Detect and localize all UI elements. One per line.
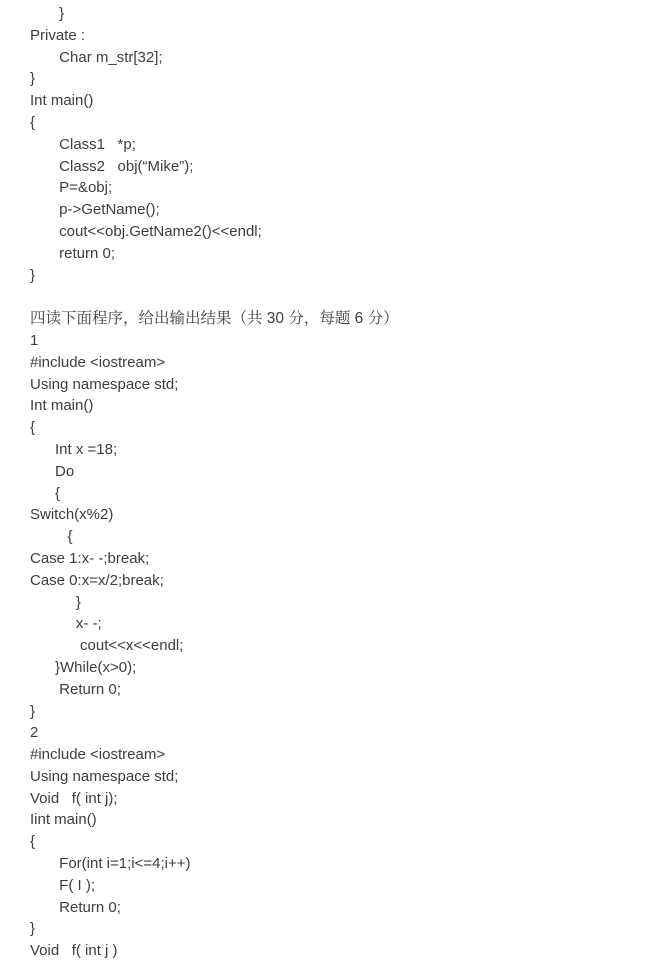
code-line: For(int i=1;i<=4;i++)	[30, 855, 191, 873]
code-line: Class2 obj(“Mike”);	[30, 157, 194, 175]
code-line: #include <iostream>	[30, 746, 166, 764]
code-line: Switch(x%2)	[30, 506, 114, 524]
code-line: {	[30, 528, 73, 546]
code-line: cout<<x<<endl;	[30, 637, 184, 655]
code-line: }	[30, 266, 36, 284]
code-line: Private :	[30, 26, 86, 44]
code-line: cout<<obj.GetName2()<<endl;	[30, 222, 262, 240]
section-heading: 四读下面程序，给出输出结果（共 30 分，每题 6 分）	[30, 310, 399, 328]
code-line: Return 0;	[30, 680, 121, 698]
code-line: {	[30, 419, 36, 437]
code-line: Int main()	[30, 92, 94, 110]
program-number: 1	[30, 331, 39, 349]
code-line: }While(x>0);	[30, 658, 137, 676]
code-line: }	[30, 593, 81, 611]
code-line: P=&obj;	[30, 179, 113, 197]
code-line: Void f( int j )	[30, 942, 118, 960]
code-line: #include <iostream>	[30, 353, 166, 371]
code-line: Case 0:x=x/2;break;	[30, 571, 164, 589]
code-line: Do	[30, 462, 75, 480]
code-line: }	[30, 70, 36, 88]
code-line: Using namespace std;	[30, 767, 179, 785]
code-line: {	[30, 113, 36, 131]
code-line: Class1 *p;	[30, 135, 136, 153]
code-line: Int main()	[30, 397, 94, 415]
code-line: {	[30, 833, 36, 851]
code-line: }	[30, 920, 36, 938]
code-line: Iint main()	[30, 811, 97, 829]
code-line: Case 1:x- -;break;	[30, 549, 150, 567]
code-line: }	[30, 702, 36, 720]
blank-line	[30, 286, 653, 308]
code-line: F( I );	[30, 876, 95, 894]
code-line: Using namespace std;	[30, 375, 179, 393]
program-number: 2	[30, 724, 39, 742]
code-line: p->GetName();	[30, 201, 160, 219]
code-line: Int x =18;	[30, 440, 118, 458]
code-line: }	[30, 5, 65, 22]
code-line: {	[30, 484, 61, 502]
code-line: Void f( int j);	[30, 789, 118, 807]
code-line: Return 0;	[30, 898, 121, 916]
code-line: return 0;	[30, 244, 116, 262]
code-line: x- -;	[30, 615, 102, 633]
code-line: Char m_str[32];	[30, 48, 163, 66]
